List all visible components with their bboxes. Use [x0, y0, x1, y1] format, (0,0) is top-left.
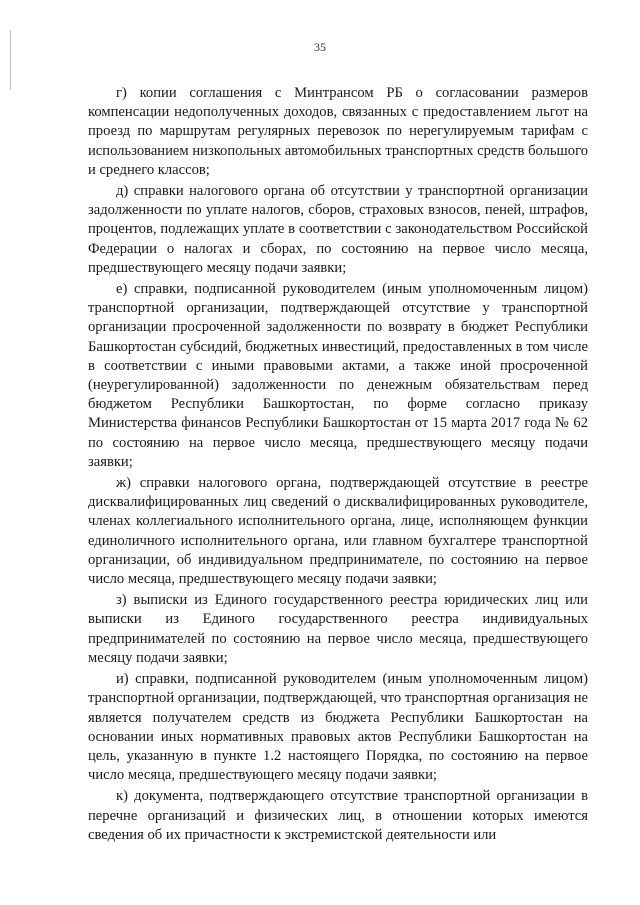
document-body: [88, 84, 588, 847]
paragraph-k: к) документа, подтверждающего отсутствие транспортной организации в перечне организаций и физических лиц, в отношении которых имеются сведения об их причастности к экстремистской деятельности или: [88, 788, 588, 843]
paragraph-g: г) копии соглашения с Минтрансом РБ о согласовании размеров компенсации недополученных доходов, связанных с предоставлением льгот на проезд по маршрутам регулярных перевозок по нерегулируемым тарифам с использованием низкопольных автомобильных транспортных средств большого и среднего классов;: [88, 85, 588, 178]
paragraph-e: е) справки, подписанной руководителем (иным уполномоченным лицом) транспортной организации, подтверждающей отсутствие у транспортной организации просроченной задолженности по возврату в бюджет Республики Башкортостан субсидий, бюджетных инвестиций, предоставленных в том числе в соответствии с иными правовыми актами, а также иной просроченной (неурегулированной) задолженности по денежным обязательствам перед бюджетом Республики Башкортостан, по форме согласно приказу Министерства финансов Республики Башкортостан от 15 марта 2017 года № 62 по состоянию на первое число месяца, предшествующего месяцу подачи заявки;: [88, 281, 588, 470]
paragraph-i: и) справки, подписанной руководителем (иным уполномоченным лицом) транспортной организации, подтверждающей, что транспортная организация не является получателем средств из бюджета Республики Башкортостан на основании иных нормативных правовых актов Республики Башкортостан на цель, указанную в пункте 1.2 настоящего Порядка, по состоянию на первое число месяца, предшествующего месяцу подачи заявки;: [88, 671, 588, 784]
paragraph-z: з) выписки из Единого государственного реестра юридических лиц или выписки из Единого государственного реестра индивидуальных предпринимателей по состоянию на первое число месяца, предшествующего месяцу подачи заявки;: [88, 592, 588, 666]
paragraph-d: д) справки налогового органа об отсутствии у транспортной организации задолженности по уплате налогов, сборов, страховых взносов, пеней, штрафов, процентов, подлежащих уплате в соответствии с законодательством Российской Федерации о налогах и сборах, по состоянию на первое число месяца, предшествующего месяцу подачи заявки;: [88, 183, 588, 276]
page-number: 35: [314, 40, 326, 54]
scan-edge-mark: [10, 30, 11, 90]
paragraph-zh: ж) справки налогового органа, подтверждающей отсутствие в реестре дисквалифицированных лиц сведений о дисквалифицированных руководителе, членах коллегиального исполнительного органа, лице, исполняющем функции единоличного исполнительного органа, или главном бухгалтере транспортной организации, об индивидуальном предпринимателе, по состоянию на первое число месяца, предшествующего месяцу подачи заявки;: [88, 475, 588, 588]
